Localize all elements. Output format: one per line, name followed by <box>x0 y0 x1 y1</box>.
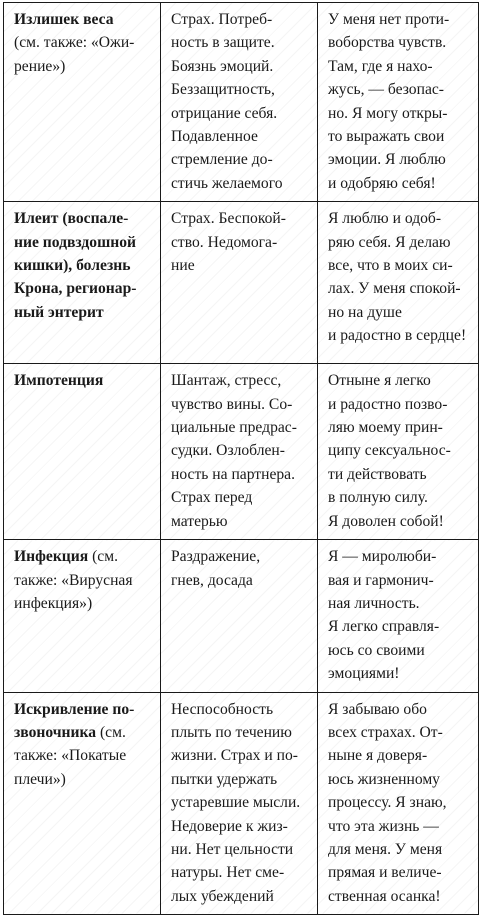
affirmation-line: всех страхах. От- <box>328 723 443 741</box>
disease-line: также: «Вирусная <box>14 571 133 589</box>
cause-line: ность на партнера. <box>171 465 295 483</box>
cause-cell <box>161 540 318 692</box>
affirmation-line: юсь со своими <box>328 641 425 659</box>
disease-cell <box>4 540 161 692</box>
affirmation-cell <box>318 692 479 915</box>
affirmation-line: эмоции. Я люблю <box>328 151 446 169</box>
disease-line: Импотенция <box>14 372 104 390</box>
disease-line: рение») <box>14 57 66 75</box>
cause-line: ство. Недомога- <box>171 233 278 251</box>
disease-line: Илеит (воспале- <box>14 210 129 228</box>
cause-line: пытки удержать <box>171 770 278 788</box>
affirmation-line: и радостно позво- <box>328 395 448 413</box>
cause-line: Недоверие к жиз- <box>171 817 288 835</box>
disease-line: ный энтерит <box>14 303 104 321</box>
cause-line: Страх перед <box>171 489 253 507</box>
affirmation-line: и радостно в сердце! <box>328 327 467 345</box>
affirmation-line: Я доволен собой! <box>328 512 444 530</box>
cause-line: гнев, досада <box>171 571 253 589</box>
cause-cell <box>161 364 318 540</box>
cause-line: Раздражение, <box>171 548 261 566</box>
affirmation-cell <box>318 540 479 692</box>
affirmation-line: жусь, — безопас- <box>328 81 444 99</box>
affirmation-line: Я легко справля- <box>328 618 440 636</box>
table-row <box>4 540 479 692</box>
affirmation-line: прямая и величе- <box>328 864 442 882</box>
affirmation-line: ляю моему прин- <box>328 419 443 437</box>
cause-line: матерью <box>171 512 228 530</box>
table-row <box>4 3 479 202</box>
disease-line: Крона, регионар- <box>14 280 137 298</box>
affirmation-line: вая и гармонич- <box>328 571 434 589</box>
affirmation-line: Я люблю и одоб- <box>328 210 442 228</box>
disease-line: Излишек веса <box>14 11 114 28</box>
disease-line: инфекция») <box>14 594 93 612</box>
affirmation-line: лах. У меня спокой- <box>328 280 461 298</box>
cause-line: ние <box>171 257 195 275</box>
affirmation-line: воборства чувств. <box>328 34 447 52</box>
affirmation-line: для меня. У меня <box>328 840 443 858</box>
cause-cell <box>161 3 318 202</box>
disease-cell <box>4 364 161 540</box>
cause-line: ни. Нет цельности <box>171 840 294 858</box>
cause-line: жизни. Страх и по- <box>171 747 298 765</box>
affirmation-line: но. Я могу откры- <box>328 104 448 122</box>
cause-line: Страх. Потреб- <box>171 11 273 28</box>
cause-line: устаревшие мысли. <box>171 794 301 812</box>
affirmation-line: ственная осанка! <box>328 887 441 905</box>
disease-cell <box>4 202 161 364</box>
affirmation-line: Я забываю обо <box>328 700 427 718</box>
cause-line: натуры. Нет сме- <box>171 864 285 882</box>
table-row <box>4 202 479 364</box>
affirmation-line: ти действовать <box>328 465 427 483</box>
disease-line: звоночника (см. <box>14 723 126 741</box>
affirmation-line: ципу сексуальнос- <box>328 442 451 460</box>
cause-line: чувство вины. Со- <box>171 395 293 413</box>
disease-line: Инфекция (см. <box>14 548 118 566</box>
affirmation-line: У меня нет проти- <box>328 11 450 28</box>
cause-line: стремление до- <box>171 151 273 169</box>
table-row <box>4 692 479 915</box>
cause-line: Шантаж, стресс, <box>171 372 282 390</box>
affirmation-line: юсь жизненному <box>328 770 440 788</box>
cause-line: Беззащитность, <box>171 81 275 99</box>
affirmation-line: процессу. Я знаю, <box>328 794 447 812</box>
disease-line: ние подвздошной <box>14 233 137 251</box>
cause-line: ность в защите. <box>171 34 275 52</box>
affirmation-line: ная личность. <box>328 594 420 612</box>
affirmation-line: то выражать свои <box>328 128 445 146</box>
cause-line: плыть по течению <box>171 723 292 741</box>
affirmation-cell <box>318 364 479 540</box>
cause-line: стичь желаемого <box>171 174 283 192</box>
table-row <box>4 364 479 540</box>
cause-cell <box>161 202 318 364</box>
affirmation-line: все, что в моих си- <box>328 257 453 275</box>
cause-line: Подавленное <box>171 128 258 146</box>
affirmation-line: что эта жизнь — <box>328 817 439 835</box>
affirmation-line: Там, где я нахо- <box>328 57 433 75</box>
cause-line: циальные предрас- <box>171 419 297 437</box>
affirmation-line: Отныне я легко <box>328 372 431 390</box>
cause-line: Страх. Беспокой- <box>171 210 286 228</box>
affirmation-cell <box>318 3 479 202</box>
table-body <box>4 3 479 915</box>
affirmation-cell <box>318 202 479 364</box>
affirmation-line: Я — миролюби- <box>328 548 437 566</box>
disease-cell <box>4 3 161 202</box>
cause-line: Неспособность <box>171 700 274 718</box>
cause-line: отрицание себя. <box>171 104 278 122</box>
disease-line: кишки), болезнь <box>14 257 131 275</box>
affirmation-line: но на душе <box>328 303 402 321</box>
disease-cell <box>4 692 161 915</box>
cause-line: судки. Озлоблен- <box>171 442 285 460</box>
cause-line: Боязнь эмоций. <box>171 57 274 75</box>
disease-line: плечи») <box>14 770 66 788</box>
disease-line: также: «Покатые <box>14 747 127 765</box>
affirmation-line: ряю себя. Я делаю <box>328 233 451 251</box>
cause-cell <box>161 692 318 915</box>
affirmation-line: в полную силу. <box>328 489 428 507</box>
ailments-table <box>3 2 479 915</box>
affirmation-line: и одобряю себя! <box>328 174 436 192</box>
affirmation-line: ныне я доверя- <box>328 747 428 765</box>
affirmation-line: эмоциями! <box>328 665 400 683</box>
disease-line: Искривление по- <box>14 700 135 718</box>
disease-line: (см. также: «Ожи- <box>14 34 135 52</box>
cause-line: лых убеждений <box>171 887 274 905</box>
